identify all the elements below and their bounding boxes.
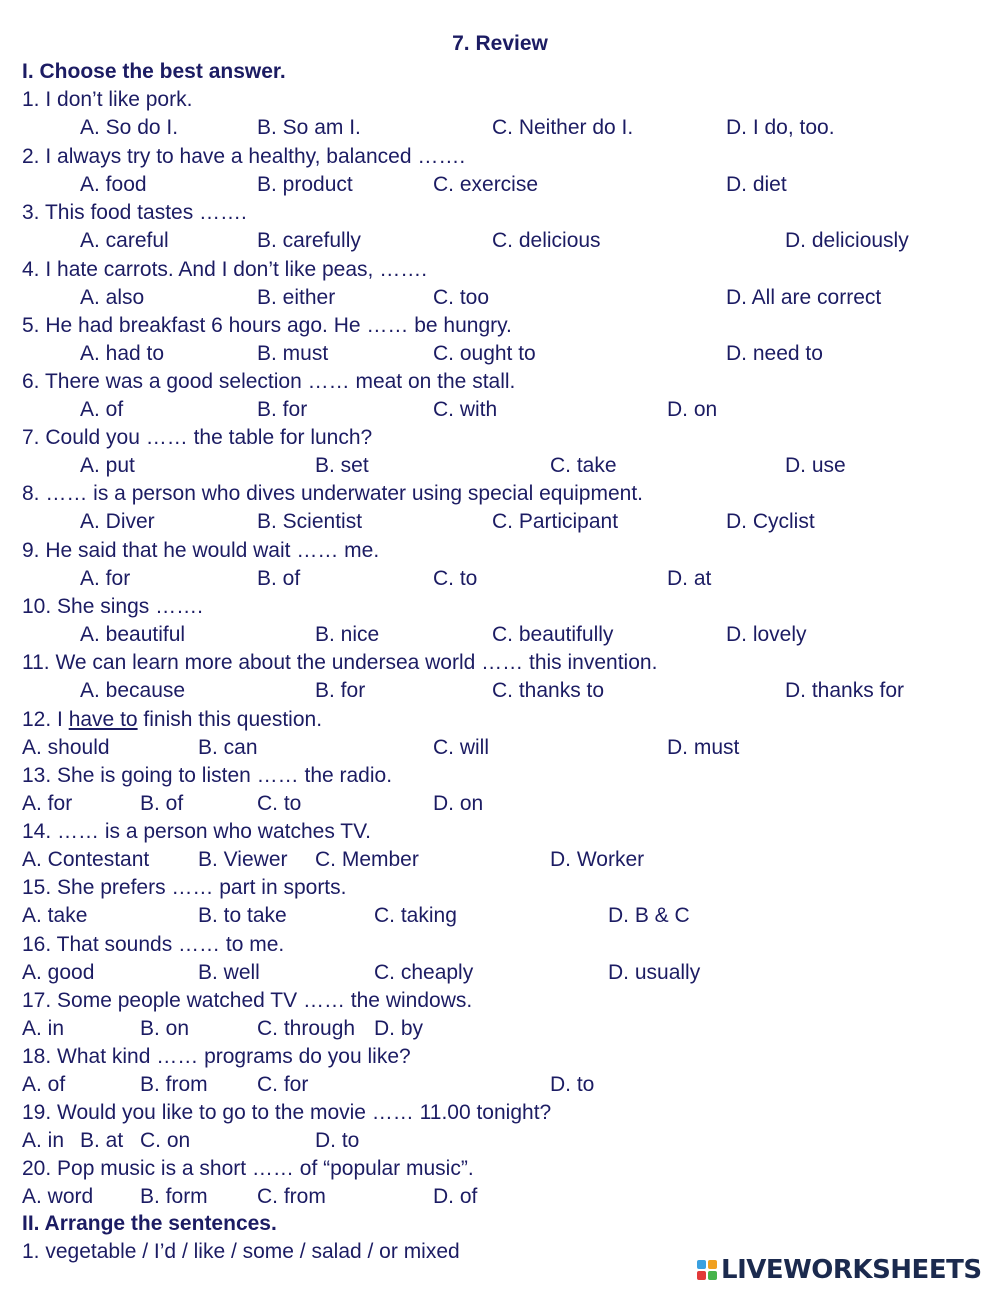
options-row <box>0 1071 1000 1099</box>
answer-option-b[interactable]: B. from <box>140 1073 208 1096</box>
question-text: 9. He said that he would wait …… me. <box>22 539 380 562</box>
answer-option-c[interactable]: C. to <box>433 567 478 590</box>
answer-option-a[interactable]: A. should <box>22 736 110 759</box>
answer-option-b[interactable]: B. to take <box>198 904 287 927</box>
answer-option-a[interactable]: A. Contestant <box>22 848 150 871</box>
answer-option-a[interactable]: A. take <box>22 904 88 927</box>
answer-option-c[interactable]: C. Neither do I. <box>492 116 634 139</box>
underlined-phrase: have to <box>68 708 138 731</box>
answer-option-c[interactable]: C. Member <box>315 848 419 871</box>
answer-option-a[interactable]: A. because <box>80 679 186 702</box>
answer-option-b[interactable]: B. So am I. <box>257 116 361 139</box>
answer-option-a[interactable]: A. careful <box>80 229 169 252</box>
answer-option-a[interactable]: A. for <box>80 567 131 590</box>
answer-option-c[interactable]: C. ought to <box>433 342 536 365</box>
answer-option-a[interactable]: A. in <box>22 1129 65 1152</box>
answer-option-b[interactable]: B. must <box>257 342 329 365</box>
answer-option-d[interactable]: D. at <box>667 567 712 590</box>
answer-option-b[interactable]: B. well <box>198 961 260 984</box>
answer-option-c[interactable]: C. to <box>257 792 302 815</box>
answer-option-c[interactable]: C. too <box>433 286 490 309</box>
answer-option-d[interactable]: D. lovely <box>726 623 807 646</box>
options-row <box>0 621 1000 649</box>
answer-option-c[interactable]: C. take <box>550 454 617 477</box>
options-row <box>0 1015 1000 1043</box>
answer-option-a[interactable]: A. for <box>22 792 73 815</box>
question-text: 11. We can learn more about the undersea world …… this invention. <box>22 651 658 674</box>
question-text: 7. Could you …… the table for lunch? <box>22 426 373 449</box>
answer-option-a[interactable]: A. of <box>80 398 124 421</box>
answer-option-a[interactable]: A. word <box>22 1185 94 1208</box>
answer-option-d[interactable]: D. Cyclist <box>726 510 815 533</box>
answer-option-c[interactable]: C. will <box>433 736 489 759</box>
question-text: 16. That sounds …… to me. <box>22 933 285 956</box>
question-text: 20. Pop music is a short …… of “popular music”. <box>22 1157 474 1180</box>
answer-option-a[interactable]: A. put <box>80 454 135 477</box>
answer-option-c[interactable]: C. taking <box>374 904 457 927</box>
question-text: 18. What kind …… programs do you like? <box>22 1045 411 1068</box>
answer-option-a[interactable]: A. also <box>80 286 145 309</box>
answer-option-d[interactable]: D. All are correct <box>726 286 882 309</box>
question-text: 14. …… is a person who watches TV. <box>22 820 372 843</box>
answer-option-b[interactable]: B. Scientist <box>257 510 363 533</box>
options-row <box>0 959 1000 987</box>
section-heading-arrange: II. Arrange the sentences. <box>22 1212 277 1235</box>
answer-option-d[interactable]: D. usually <box>608 961 701 984</box>
answer-option-c[interactable]: C. thanks to <box>492 679 605 702</box>
answer-option-d[interactable]: D. I do, too. <box>726 116 835 139</box>
answer-option-a[interactable]: A. beautiful <box>80 623 186 646</box>
answer-option-c[interactable]: C. from <box>257 1185 326 1208</box>
answer-option-c[interactable]: C. for <box>257 1073 309 1096</box>
options-row <box>0 846 1000 874</box>
answer-option-d[interactable]: D. B & C <box>608 904 690 927</box>
options-row <box>0 677 1000 705</box>
options-row <box>0 565 1000 593</box>
question-text: 13. She is going to listen …… the radio. <box>22 764 393 787</box>
arrange-item: 1. vegetable / I’d / like / some / salad / or mixed <box>22 1240 460 1263</box>
answer-option-b[interactable]: B. on <box>140 1017 190 1040</box>
page-title: 7. Review <box>452 32 548 55</box>
answer-option-a[interactable]: A. good <box>22 961 95 984</box>
answer-option-b[interactable]: B. of <box>257 567 301 590</box>
answer-option-d[interactable]: D. to <box>315 1129 360 1152</box>
logo-text: LIVEWORKSHEETS <box>721 1255 982 1285</box>
question-text: 4. I hate carrots. And I don’t like peas, ……. <box>22 258 428 281</box>
logo-icon <box>697 1260 717 1280</box>
answer-option-d[interactable]: D. on <box>667 398 718 421</box>
answer-option-d[interactable]: D. deliciously <box>785 229 909 252</box>
answer-option-b[interactable]: B. carefully <box>257 229 361 252</box>
answer-option-d[interactable]: D. by <box>374 1017 424 1040</box>
answer-option-b[interactable]: B. Viewer <box>198 848 288 871</box>
question-text: 19. Would you like to go to the movie …… 11.00 tonight? <box>22 1101 552 1124</box>
question-text: 6. There was a good selection …… meat on the stall. <box>22 370 516 393</box>
answer-option-d[interactable]: D. need to <box>726 342 823 365</box>
options-row <box>0 114 1000 142</box>
answer-option-b[interactable]: B. for <box>257 398 308 421</box>
question-text: 10. She sings ……. <box>22 595 203 618</box>
section-heading-choose: I. Choose the best answer. <box>22 60 286 83</box>
answer-option-b[interactable]: B. nice <box>315 623 380 646</box>
question-text <box>22 706 322 734</box>
answer-option-c[interactable]: C. Participant <box>492 510 619 533</box>
answer-option-c[interactable]: C. through <box>257 1017 356 1040</box>
answer-option-a[interactable]: A. in <box>22 1017 65 1040</box>
options-row <box>0 790 1000 818</box>
question-text: 1. I don’t like pork. <box>22 88 193 111</box>
options-row <box>0 227 1000 255</box>
liveworksheets-logo <box>697 1255 982 1285</box>
answer-option-b[interactable]: B. of <box>140 792 184 815</box>
options-row <box>0 1183 1000 1211</box>
answer-option-c[interactable]: C. with <box>433 398 498 421</box>
options-row <box>0 902 1000 930</box>
answer-option-d[interactable]: D. on <box>433 792 484 815</box>
options-row <box>0 340 1000 368</box>
answer-option-b[interactable]: B. for <box>315 679 366 702</box>
answer-option-d[interactable]: D. thanks for <box>785 679 905 702</box>
answer-option-d[interactable]: D. to <box>550 1073 595 1096</box>
question-text-part: finish this question. <box>137 708 323 731</box>
answer-option-a[interactable]: A. had to <box>80 342 165 365</box>
answer-option-b[interactable]: B. can <box>198 736 258 759</box>
question-text-part: 12. I <box>22 708 69 731</box>
options-row <box>0 396 1000 424</box>
answer-option-b[interactable]: B. product <box>257 173 353 196</box>
answer-option-c[interactable]: C. beautifully <box>492 623 614 646</box>
options-row <box>0 171 1000 199</box>
options-row <box>0 452 1000 480</box>
question-text: 17. Some people watched TV …… the windows. <box>22 989 473 1012</box>
answer-option-d[interactable]: D. must <box>667 736 740 759</box>
question-text: 5. He had breakfast 6 hours ago. He …… be hungry. <box>22 314 512 337</box>
answer-option-c[interactable]: C. cheaply <box>374 961 474 984</box>
answer-option-b[interactable]: B. set <box>315 454 369 477</box>
answer-option-d[interactable]: D. diet <box>726 173 787 196</box>
answer-option-a[interactable]: A. So do I. <box>80 116 179 139</box>
answer-option-d[interactable]: D. Worker <box>550 848 645 871</box>
question-text: 8. …… is a person who dives underwater using special equipment. <box>22 482 643 505</box>
answer-option-b[interactable]: B. either <box>257 286 336 309</box>
options-row <box>0 1127 1000 1155</box>
answer-option-c[interactable]: C. exercise <box>433 173 539 196</box>
answer-option-c[interactable]: C. on <box>140 1129 191 1152</box>
answer-option-d[interactable]: D. use <box>785 454 846 477</box>
question-text: 3. This food tastes ……. <box>22 201 247 224</box>
options-row <box>0 734 1000 762</box>
answer-option-a[interactable]: A. Diver <box>80 510 155 533</box>
options-row <box>0 284 1000 312</box>
question-text: 2. I always try to have a healthy, balanced ……. <box>22 145 466 168</box>
options-row <box>0 508 1000 536</box>
answer-option-a[interactable]: A. food <box>80 173 147 196</box>
answer-option-b[interactable]: B. at <box>80 1129 124 1152</box>
answer-option-a[interactable]: A. of <box>22 1073 66 1096</box>
answer-option-c[interactable]: C. delicious <box>492 229 601 252</box>
answer-option-b[interactable]: B. form <box>140 1185 208 1208</box>
question-text: 15. She prefers …… part in sports. <box>22 876 347 899</box>
answer-option-d[interactable]: D. of <box>433 1185 478 1208</box>
